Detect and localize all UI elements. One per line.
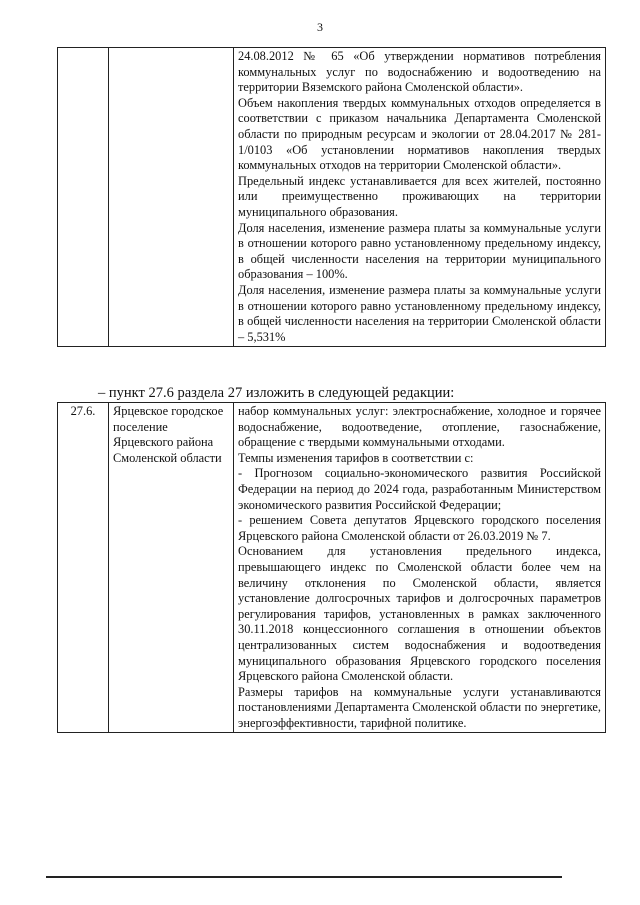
- paragraph: - Прогнозом социально-экономического развития Российской Федерации на период до 2024 года, разработанным Министерством экономического развития Российской Федерации;: [238, 466, 601, 512]
- table-row: [58, 48, 606, 347]
- paragraph: набор коммунальных услуг: электроснабжение, холодное и горячее водоснабжение, водоотведение, отопление, газоснабжение, обращение с твердыми коммунальными отходами.: [238, 404, 601, 450]
- number-cell: [58, 48, 109, 347]
- paragraph: 24.08.2012 № 65 «Об утверждении нормативов потребления коммунальных услуг по водоснабжению и водоотведению на территории Вяземского района Смоленской области».: [238, 49, 601, 95]
- amendment-intro: – пункт 27.6 раздела 27 изложить в следующей редакции:: [98, 385, 455, 401]
- paragraph: Размеры тарифов на коммунальные услуги устанавливаются постановлениями Департамента Смоленской области по энергетике, энергоэффективности, тарифной политике.: [238, 684, 601, 730]
- item-number: 27.6.: [58, 403, 109, 733]
- table-row: [58, 403, 606, 733]
- paragraph: Доля населения, изменение размера платы за коммунальные услуги в отношении которого равно установленному предельному индексу, в общей численности населения на территории Смоленской области – 5,531%: [238, 282, 601, 344]
- table-item-27-6: [57, 402, 606, 733]
- paragraph: - решением Совета депутатов Ярцевского городского поселения Ярцевского района Смоленской области от 26.03.2019 № 7.: [238, 513, 601, 543]
- paragraph: Темпы изменения тарифов в соответствии с:: [238, 450, 474, 465]
- content-cell: [234, 403, 606, 733]
- paragraph: Объем накопления твердых коммунальных отходов определяется в соответствии с приказом начальника Департамента Смоленской области по природным ресурсам и экологии от 28.04.2017 № 281-1/0103 «Об установлении нормативов накопления твердых коммунальных отходов на территории Смоленской области».: [238, 95, 601, 173]
- municipality-name: Ярцевское городское поселение Ярцевского района Смоленской области: [109, 403, 234, 733]
- content-cell: [234, 48, 606, 347]
- page-number: 3: [317, 20, 323, 34]
- paragraph: Предельный индекс устанавливается для всех жителей, постоянно или преимущественно проживающих на территории муниципального образования.: [238, 173, 601, 219]
- municipality-cell: [109, 48, 234, 347]
- footer-divider: [46, 876, 562, 878]
- paragraph: Доля населения, изменение размера платы за коммунальные услуги в отношении которого равно установленному предельному индексу, в общей численности населения на территории муниципального образования – 100%.: [238, 220, 601, 282]
- paragraph: Основанием для установления предельного индекса, превышающего индекс по Смоленской области более чем на величину отклонения по Смоленской области, является установление долгосрочных тарифов и долгосрочных параметров регулирования тарифов, установленных в рамках заключенного 30.11.2018 концессионного соглашения в отношении объектов централизованных систем водоснабжения и водоотведения муниципального образования Ярцевского городского поселения Ярцевского района Смоленской области.: [238, 544, 601, 684]
- table-continuation: [57, 47, 606, 347]
